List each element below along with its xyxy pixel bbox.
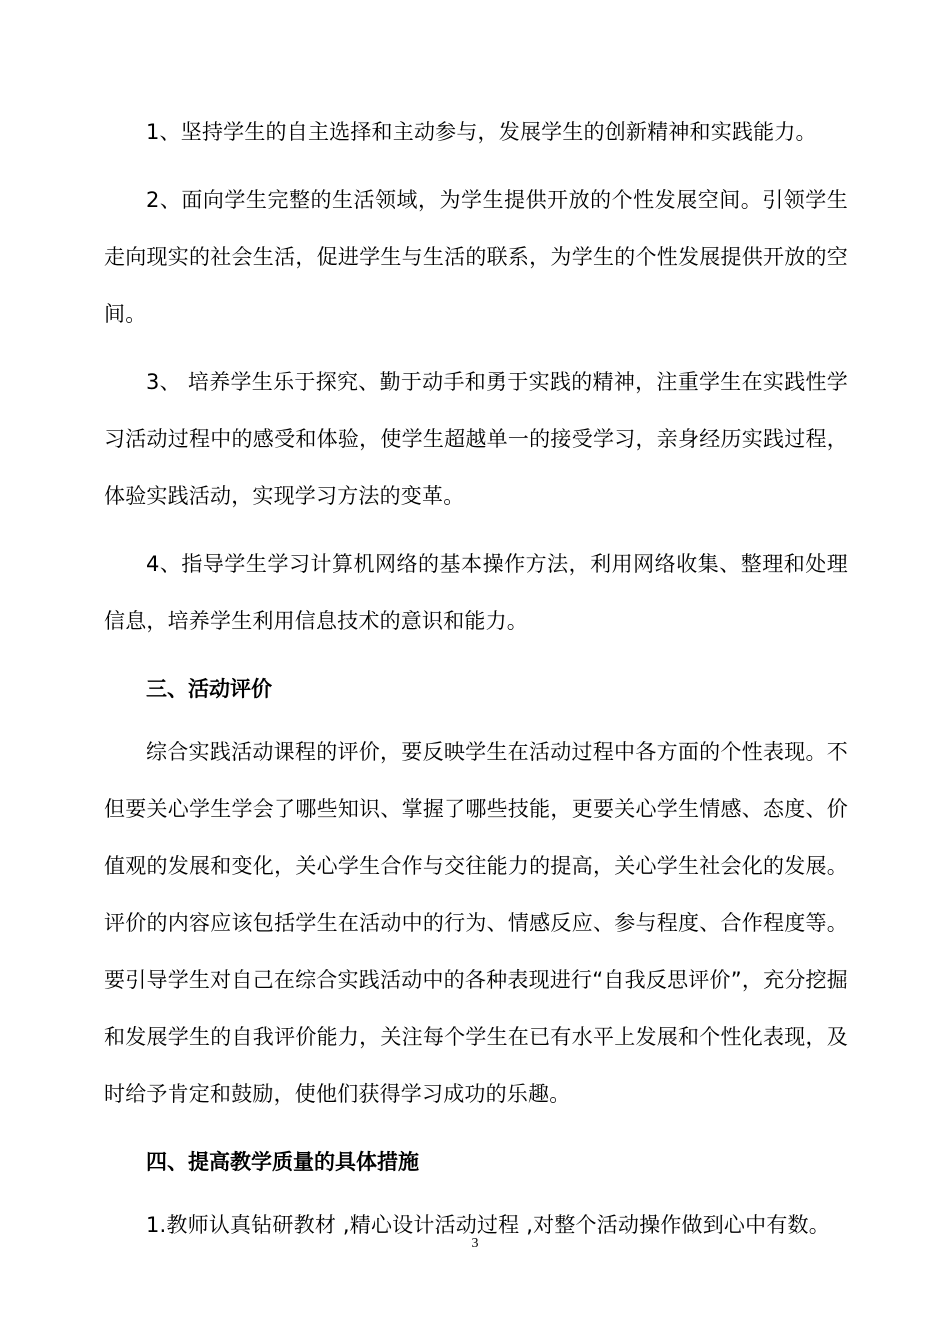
paragraph-evaluation: 综合实践活动课程的评价，要反映学生在活动过程中各方面的个性表现。不但要关心学生学会了哪些知识、掌握了哪些技能，更要关心学生情感、态度、价值观的发展和变化，关心学生合作与交往能力的提高，关心学生社会化的发展。评价的内容应该包括学生在活动中的行为、情感反应、参与程度、合作程度等。要引导学生对自己在综合实践活动中的各种表现进行“自我反思评价”，充分挖掘和发展学生的自我评价能力，关注每个学生在已有水平上发展和个性化表现，及时给予肯定和鼓励，使他们获得学习成功的乐趣。: [104, 740, 848, 1106]
section-heading-measures: 四、提高教学质量的具体措施: [146, 1150, 419, 1174]
page-number: 3: [471, 1236, 479, 1251]
paragraph-2: 2、面向学生完整的生活领域，为学生提供开放的个性发展空间。引领学生走向现实的社会生活，促进学生与生活的联系，为学生的个性发展提供开放的空间。: [104, 188, 848, 326]
paragraph-3: 3、 培养学生乐于探究、勤于动手和勇于实践的精神，注重学生在实践性学习活动过程中的感受和体验，使学生超越单一的接受学习，亲身经历实践过程，体验实践活动，实现学习方法的变革。: [104, 370, 848, 508]
paragraph-4: 4、指导学生学习计算机网络的基本操作方法，利用网络收集、整理和处理信息，培养学生利用信息技术的意识和能力。: [104, 552, 848, 633]
paragraph-measure-1: 1.教师认真钻研教材 ,精心设计活动过程 ,对整个活动操作做到心中有数。: [146, 1213, 830, 1237]
section-heading-evaluation: 三、活动评价: [146, 677, 272, 701]
document-body: [104, 104, 848, 1265]
paragraph-1: 1、坚持学生的自主选择和主动参与，发展学生的创新精神和实践能力。: [146, 120, 817, 144]
